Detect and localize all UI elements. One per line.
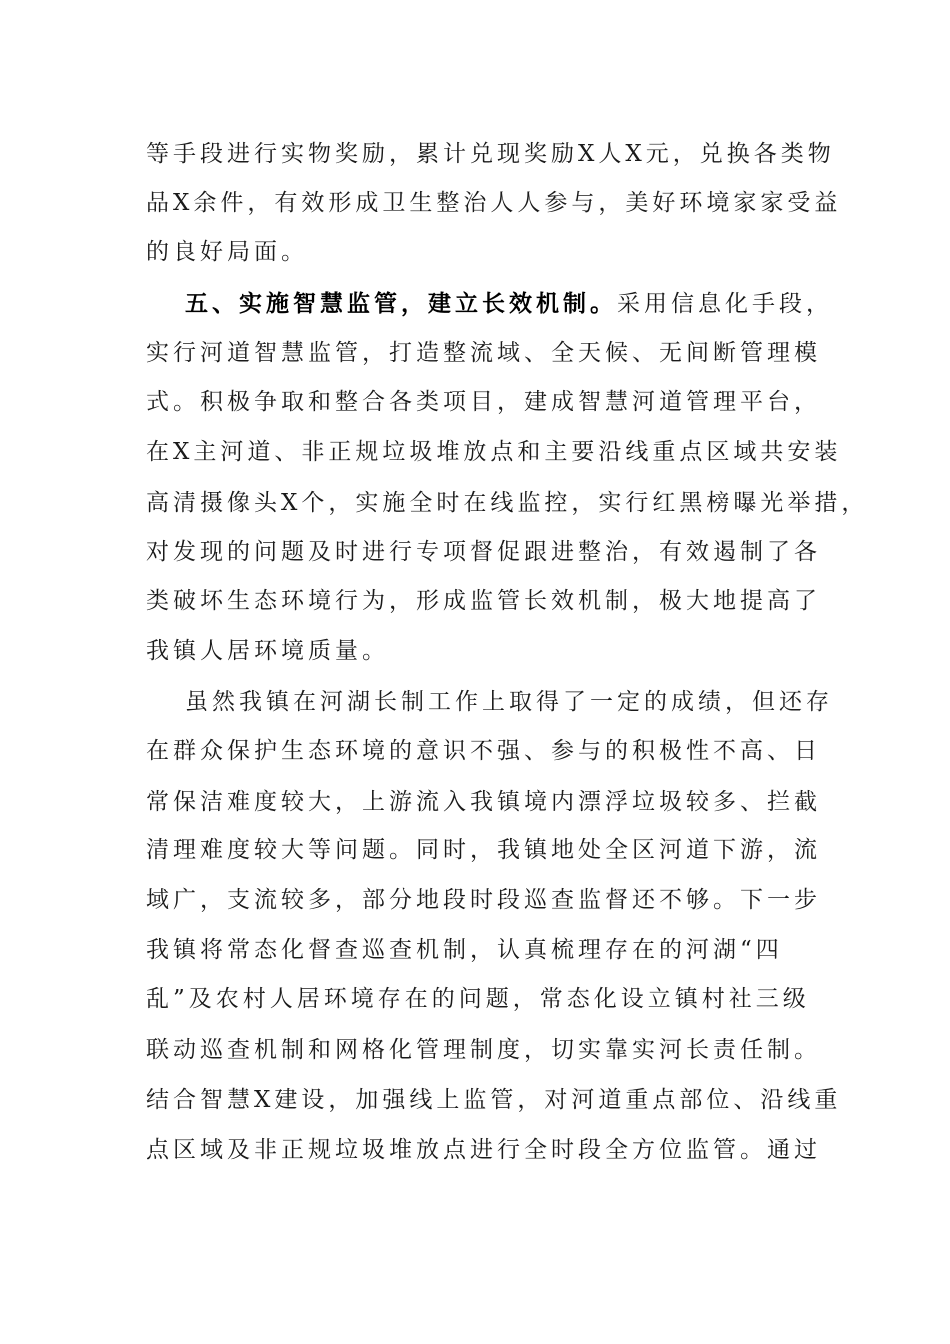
text-line: 在群众保护生态环境的意识不强、参与的积极性不高、日: [146, 738, 821, 764]
text-line: 域广，支流较多，部分地段时段巡查监督还不够。下一步: [146, 887, 821, 913]
text-line: 常保洁难度较大，上游流入我镇境内漂浮垃圾较多、拦截: [146, 789, 821, 815]
text-line: 联动巡查机制和网格化管理制度，切实靠实河长责任制。: [146, 1037, 821, 1063]
text-line: 清理难度较大等问题。同时，我镇地处全区河道下游，流: [146, 837, 821, 863]
text-line: 点区域及非正规垃圾堆放点进行全时段全方位监管。通过: [146, 1137, 821, 1163]
text-line: 式。积极争取和整合各类项目，建成智慧河道管理平台，: [146, 389, 821, 415]
text-line: 虽然我镇在河湖长制工作上取得了一定的成绩，但还存: [185, 689, 833, 715]
text-line: 等手段进行实物奖励，累计兑现奖励X人X元，兑换各类物: [146, 141, 835, 167]
text-line: 乱”及农村人居环境存在的问题，常态化设立镇村社三级: [146, 986, 810, 1012]
text-line: 类破坏生态环境行为，形成监管长效机制，极大地提高了: [146, 588, 821, 614]
section-five-heading: 五、实施智慧监管，建立长效机制。: [185, 291, 617, 317]
section-five-line: [185, 288, 833, 320]
text-line: 在X主河道、非正规垃圾堆放点和主要沿线重点区域共安装: [146, 439, 842, 465]
text-line: 我镇将常态化督查巡查机制，认真梳理存在的河湖“四: [146, 937, 783, 963]
text-line: 我镇人居环境质量。: [146, 638, 389, 664]
text-line: 对发现的问题及时进行专项督促跟进整治，有效遏制了各: [146, 539, 821, 565]
text-line: 实行河道智慧监管，打造整流域、全天候、无间断管理模: [146, 340, 821, 366]
text-line: 结合智慧X建设，加强线上监管，对河道重点部位、沿线重: [146, 1087, 842, 1113]
section-five-lead: 采用信息化手段，: [617, 291, 833, 317]
text-line: 的良好局面。: [146, 239, 308, 265]
text-line: 高清摄像头X个，实施全时在线监控，实行红黑榜曝光举措，: [146, 490, 869, 516]
text-line: 品X余件，有效形成卫生整治人人参与，美好环境家家受益: [146, 190, 842, 216]
